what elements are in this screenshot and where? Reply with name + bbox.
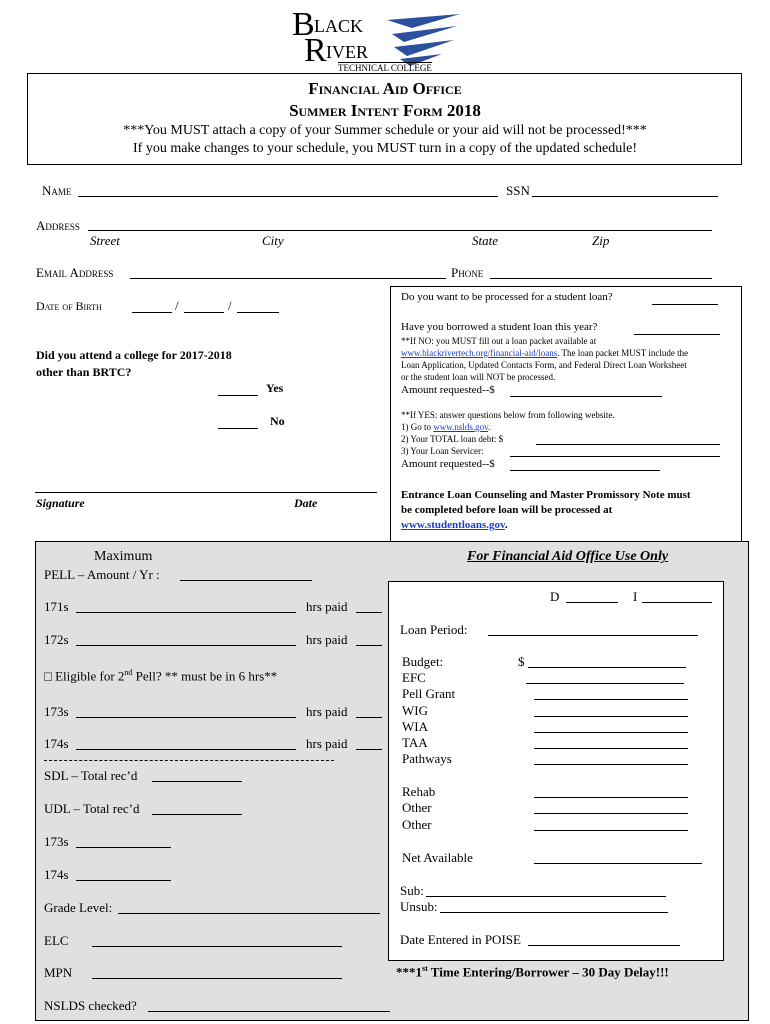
- college-no-field[interactable]: [218, 428, 258, 429]
- loan-ifno-line3: Loan Application, Updated Contacts Form, and Federal Direct Loan Worksheet: [401, 360, 687, 370]
- maximum-label: Maximum: [94, 549, 153, 564]
- loan-packet-link[interactable]: www.blackrivertech.org/financial-aid/loans: [401, 348, 558, 358]
- s172-field[interactable]: [76, 645, 296, 646]
- loan-question-processed: Do you want to be processed for a student loan?: [401, 291, 613, 303]
- email-label: Email Address: [36, 265, 114, 280]
- pell-grant-label: Pell Grant: [402, 686, 456, 701]
- studentloans-link[interactable]: www.studentloans.gov: [401, 519, 505, 531]
- pell-amount-label: PELL – Amount / Yr :: [44, 567, 160, 582]
- office-use-only-heading: For Financial Aid Office Use Only: [467, 549, 669, 564]
- budget-field[interactable]: [528, 667, 686, 668]
- amount-requested-label-2: Amount requested--$: [401, 458, 495, 470]
- loan-period-label: Loan Period:: [400, 622, 468, 637]
- s174-label: 174s: [44, 736, 69, 751]
- ssn-label: SSN: [506, 183, 530, 198]
- first-time-borrower-note: ***1st Time Entering/Borrower – 30 Day Delay!!!: [396, 964, 669, 980]
- office-title: Financial Aid Office: [308, 79, 462, 98]
- logo-word-iver: IVER: [326, 42, 368, 62]
- other-label-1: Other: [402, 800, 432, 815]
- entrance-counseling-line3: www.studentloans.gov.: [401, 519, 508, 531]
- loan-processed-field[interactable]: [652, 304, 718, 305]
- wig-label: WIG: [402, 703, 428, 718]
- name-label: Name: [42, 183, 72, 198]
- grade-level-label: Grade Level:: [44, 900, 113, 915]
- pell-amount-field[interactable]: [180, 580, 312, 581]
- state-label: State: [472, 233, 498, 248]
- notice-attach-schedule: ***You MUST attach a copy of your Summer schedule or your aid will not be processed!***: [123, 123, 647, 138]
- sdl-label: SDL – Total rec’d: [44, 768, 138, 783]
- nslds-link[interactable]: www.nslds.gov: [433, 422, 489, 432]
- loan-ifno-line1: **If NO: you MUST fill out a loan packet available at: [401, 336, 597, 346]
- s171-hrs-paid-label: hrs paid: [306, 599, 348, 614]
- loan-period-field[interactable]: [488, 635, 698, 636]
- dob-day-field[interactable]: [184, 312, 224, 313]
- street-label: Street: [90, 233, 120, 248]
- poise-date-field[interactable]: [528, 945, 680, 946]
- loan-question-borrowed: Have you borrowed a student loan this year?: [401, 321, 598, 333]
- budget-label: Budget:: [402, 654, 444, 669]
- d-field[interactable]: [566, 602, 618, 603]
- loan-borrowed-field[interactable]: [634, 334, 720, 335]
- efc-field[interactable]: [526, 683, 684, 684]
- address-label: Address: [36, 218, 80, 233]
- mpn-label: MPN: [44, 965, 73, 980]
- phone-label: Phone: [451, 265, 484, 280]
- other-label-2: Other: [402, 817, 432, 832]
- i-label: I: [633, 589, 638, 604]
- college-question-line2: other than BRTC?: [36, 365, 132, 379]
- s173-label: 173s: [44, 704, 69, 719]
- pathways-field[interactable]: [534, 764, 688, 765]
- s171-label: 171s: [44, 599, 69, 614]
- s173b-field[interactable]: [76, 847, 171, 848]
- s172-label: 172s: [44, 632, 69, 647]
- signature-label: Signature: [36, 496, 85, 510]
- signature-date-label: Date: [294, 496, 318, 510]
- dob-label: Date of Birth: [36, 299, 102, 313]
- loan-ifyes: **If YES: answer questions below from following website.: [401, 410, 615, 420]
- email-field[interactable]: [130, 278, 446, 279]
- i-field[interactable]: [642, 602, 712, 603]
- s172-hrs-field[interactable]: [356, 645, 382, 646]
- elc-label: ELC: [44, 933, 69, 948]
- city-label: City: [262, 233, 284, 248]
- loan-step1: 1) Go to www.nslds.gov.: [401, 422, 491, 432]
- loan-step2: 2) Your TOTAL loan debt: $: [401, 434, 504, 444]
- other-field-1[interactable]: [534, 813, 688, 814]
- nslds-checked-field[interactable]: [148, 1011, 390, 1012]
- amount-requested-field-2[interactable]: [510, 470, 660, 471]
- s171-hrs-field[interactable]: [356, 612, 382, 613]
- net-available-label: Net Available: [402, 850, 473, 865]
- form-title: Summer Intent Form 2018: [289, 101, 481, 120]
- wia-label: WIA: [402, 719, 428, 734]
- taa-label: TAA: [402, 735, 428, 750]
- s172-hrs-paid-label: hrs paid: [306, 632, 348, 647]
- loan-step3: 3) Your Loan Servicer:: [401, 446, 484, 456]
- loan-servicer-field[interactable]: [510, 456, 720, 457]
- net-available-field[interactable]: [534, 863, 702, 864]
- college-yes-field[interactable]: [218, 395, 258, 396]
- mpn-field[interactable]: [92, 978, 342, 979]
- college-yes-label: Yes: [266, 381, 284, 395]
- pell-grant-field[interactable]: [534, 699, 688, 700]
- s173-field[interactable]: [76, 717, 296, 718]
- budget-dollar: $: [518, 654, 525, 669]
- d-label: D: [550, 589, 560, 604]
- college-question-line1: Did you attend a college for 2017-2018: [36, 348, 232, 362]
- unsub-field[interactable]: [440, 912, 668, 913]
- office-inner-box: [388, 581, 724, 961]
- college-no-label: No: [270, 414, 285, 428]
- loan-ifno-line4: or the student loan will NOT be processed.: [401, 372, 556, 382]
- college-logo: [292, 6, 462, 74]
- sub-field[interactable]: [426, 896, 666, 897]
- nslds-checked-label: NSLDS checked?: [44, 998, 137, 1013]
- rehab-label: Rehab: [402, 784, 436, 799]
- logo-tagline: TECHNICAL COLLEGE: [338, 63, 432, 73]
- logo-letter-b: B: [292, 6, 315, 43]
- entrance-counseling-line1: Entrance Loan Counseling and Master Promissory Note must: [401, 489, 691, 501]
- entrance-counseling-line2: be completed before loan will be processed at: [401, 504, 613, 516]
- pathways-label: Pathways: [402, 751, 452, 766]
- amount-requested-field-1[interactable]: [510, 396, 662, 397]
- loan-debt-field[interactable]: [536, 444, 720, 445]
- loan-ifno-line2: www.blackrivertech.org/financial-aid/loans. The loan packet MUST include the: [401, 348, 689, 358]
- s174-field[interactable]: [76, 749, 296, 750]
- sdl-field[interactable]: [152, 781, 242, 782]
- udl-label: UDL – Total rec’d: [44, 801, 140, 816]
- signature-field[interactable]: [35, 492, 377, 493]
- notice-changes: If you make changes to your schedule, you MUST turn in a copy of the updated schedule!: [133, 141, 637, 156]
- amount-requested-label-1: Amount requested--$: [401, 384, 495, 396]
- ssn-field[interactable]: [532, 196, 718, 197]
- unsub-label: Unsub:: [400, 899, 438, 914]
- udl-field[interactable]: [152, 814, 242, 815]
- name-field[interactable]: [78, 196, 498, 197]
- rehab-field[interactable]: [534, 797, 688, 798]
- dob-slash-1: /: [175, 298, 179, 313]
- dob-year-field[interactable]: [237, 312, 279, 313]
- poise-date-label: Date Entered in POISE: [400, 932, 521, 947]
- phone-field[interactable]: [490, 278, 712, 279]
- eligible-pell-checkbox[interactable]: □ Eligible for 2nd Pell? ** must be in 6 hrs**: [44, 668, 278, 684]
- other-field-2[interactable]: [534, 830, 688, 831]
- s174-hrs-field[interactable]: [356, 749, 382, 750]
- elc-field[interactable]: [92, 946, 342, 947]
- wia-field[interactable]: [534, 732, 688, 733]
- s173-hrs-field[interactable]: [356, 717, 382, 718]
- s174b-field[interactable]: [76, 880, 171, 881]
- taa-field[interactable]: [534, 748, 688, 749]
- efc-label: EFC: [402, 670, 426, 685]
- zip-label: Zip: [592, 233, 610, 248]
- wig-field[interactable]: [534, 716, 688, 717]
- logo-letter-r: R: [304, 32, 327, 69]
- section-divider: [44, 760, 334, 761]
- sub-label: Sub:: [400, 883, 424, 898]
- grade-level-field[interactable]: [118, 913, 380, 914]
- s174b-label: 174s: [44, 867, 69, 882]
- dob-month-field[interactable]: [132, 312, 172, 313]
- dob-slash-2: /: [228, 298, 232, 313]
- s173-hrs-paid-label: hrs paid: [306, 704, 348, 719]
- logo-word-lack: LACK: [314, 16, 363, 36]
- s173b-label: 173s: [44, 834, 69, 849]
- s171-field[interactable]: [76, 612, 296, 613]
- address-field[interactable]: [88, 230, 712, 231]
- s174-hrs-paid-label: hrs paid: [306, 736, 348, 751]
